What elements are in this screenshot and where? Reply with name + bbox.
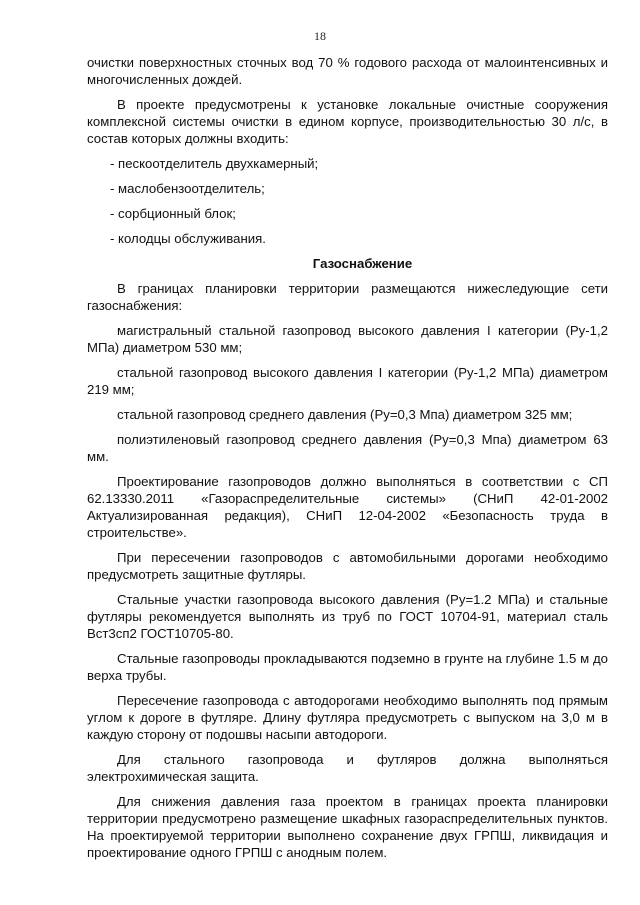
gas-network-item: полиэтиленовый газопровод среднего давления (Ру=0,3 Мпа) диаметром 63 мм. [87,432,608,464]
paragraph-gas-intro: В границах планировки территории размещаются нижеследующие сети газоснабжения: [87,281,608,313]
paragraph-electrochemical-protection: Для стального газопровода и футляров должна выполняться электрохимическая защита. [87,752,608,784]
paragraph-protective-cases: При пересечении газопроводов с автомобильными дорогами необходимо предусмотреть защитные футляры. [87,550,608,582]
document-body [87,54,608,861]
treatment-item: - пескоотделитель двухкамерный; [110,156,319,171]
treatment-item: - колодцы обслуживания. [110,231,266,246]
gas-network-item: магистральный стальной газопровод высокого давления I категории (Ру-1,2 МПа) диаметром 530 мм; [87,323,608,355]
paragraph-treatment: В проекте предусмотрены к установке локальные очистные сооружения комплексной системы очистки в едином корпусе, производительностью 30 л/с, в состав которых должны входить: [87,97,608,146]
paragraph-road-crossing: Пересечение газопровода с автодорогами необходимо выполнять под прямым углом к дороге в футляре. Длину футляра предусмотреть с выпуском на 3,0 м в каждую сторону от подошвы насыпи автодороги. [87,693,608,742]
gas-network-item: стальной газопровод высокого давления I категории (Ру-1,2 МПа) диаметром 219 мм; [87,365,608,397]
paragraph-design-standards: Проектирование газопроводов должно выполняться в соответствии с СП 62.13330.2011 «Газораспределительные системы» (СНиП 42-01-2002 Актуализированная редакция), СНиП 12-04-2002 «Безопасность труда в строительстве». [87,474,608,540]
paragraph-underground-laying: Стальные газопроводы прокладываются подземно в грунте на глубине 1.5 м до верха трубы. [87,651,608,683]
paragraph-pressure-reduction: Для снижения давления газа проектом в границах проекта планировки территории предусмотрено размещение шкафных газораспределительных пунктов. На проектируемой территории выполнено сохранение двух ГРПШ, ликвидация и проектирование одного ГРПШ с анодным полем. [87,794,608,860]
treatment-item: - сорбционный блок; [110,206,236,221]
paragraph-top: очистки поверхностных сточных вод 70 % годового расхода от малоинтенсивных и многочисленных дождей. [87,55,608,87]
page-number: 18 [314,29,326,43]
paragraph-steel-sections: Стальные участки газопровода высокого давления (Ру=1.2 МПа) и стальные футляры рекомендуется выполнять из труб по ГОСТ 10704-91, материал сталь Вст3сп2 ГОСТ10705-80. [87,592,608,641]
section-heading-gas-supply: Газоснабжение [312,256,413,271]
gas-network-item: стальной газопровод среднего давления (Ру=0,3 Мпа) диаметром 325 мм; [117,407,573,422]
treatment-item: - маслобензоотделитель; [110,181,265,196]
